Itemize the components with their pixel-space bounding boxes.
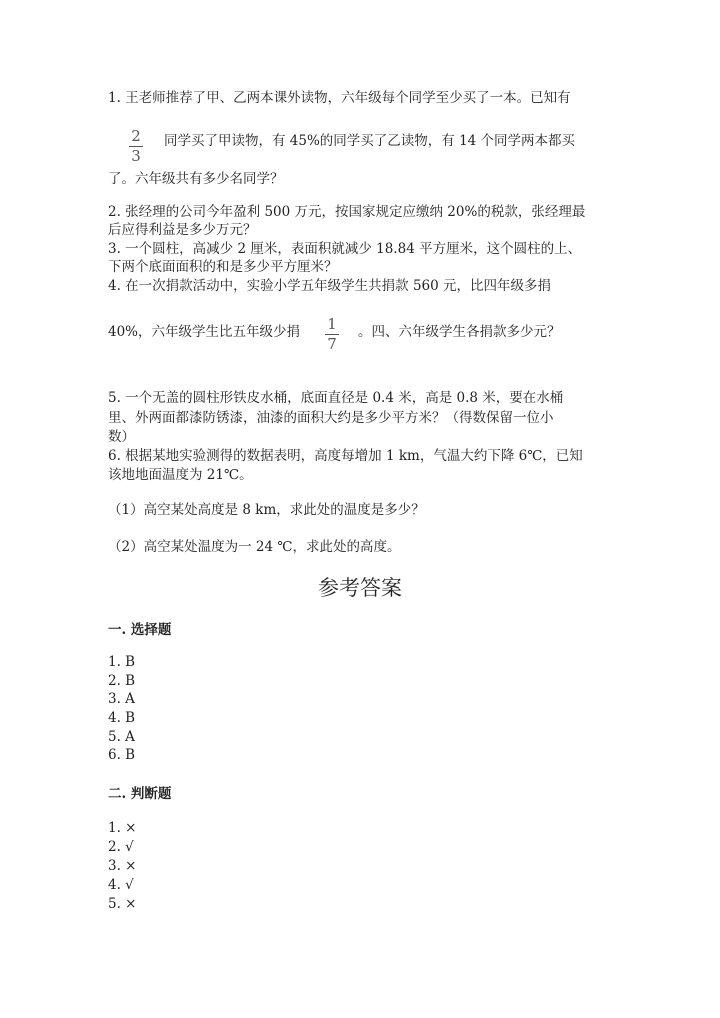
judgment-answer: 1. × — [108, 820, 137, 836]
q5-line3: 数） — [108, 429, 135, 445]
q1-line2: 同学买了甲读物，有 45%的同学买了乙读物，有 14 个同学两本都买 — [164, 133, 576, 149]
judgment-answer: 2. √ — [108, 839, 134, 855]
q3-line2: 下两个底面面积的和是多少平方厘米？ — [108, 259, 338, 275]
section-heading-true-false: 二. 判断题 — [108, 786, 172, 802]
choice-answer: 6. B — [108, 747, 136, 763]
q2-line2: 后应得利益是多少万元？ — [108, 222, 257, 238]
choice-answer: 4. B — [108, 710, 136, 726]
q6-line1: 6. 根据某地实验测得的数据表明，高度每增加 1 km，气温大约下降 6℃，已知 — [108, 448, 583, 464]
q6-line2: 该地地面温度为 21℃。 — [108, 467, 253, 483]
choice-answer: 1. B — [108, 654, 136, 670]
q4-line1: 4. 在一次捐款活动中，实验小学五年级学生共捐款 560 元，比四年级多捐 — [108, 278, 552, 294]
q1-line1: 1. 王老师推荐了甲、乙两本课外读物，六年级每个同学至少买了一本。已知有 — [108, 90, 571, 106]
q4-fraction — [325, 316, 339, 353]
q1-line3: 了。六年级共有多少名同学？ — [108, 171, 284, 187]
judgment-answer: 5. × — [108, 896, 137, 912]
judgment-answer: 3. × — [108, 858, 137, 874]
q5-line2: 里、外两面都漆防锈漆，油漆的面积大约是多少平方米？（得数保留一位小 — [108, 410, 554, 426]
answer-title: 参考答案 — [318, 576, 402, 600]
judgment-answer: 4. √ — [108, 877, 134, 893]
q1-fraction-numerator: 2 — [131, 127, 141, 145]
section-heading-multiple-choice: 一. 选择题 — [108, 622, 172, 638]
choice-answer: 3. A — [108, 691, 135, 707]
q6-subquestion-2: （2）高空某处温度为一 24 ℃，求此处的高度。 — [108, 539, 401, 555]
q4-fraction-numerator: 1 — [327, 315, 337, 333]
q2-line1: 2. 张经理的公司今年盈利 500 万元，按国家规定应缴纳 20%的税款，张经理最 — [108, 204, 586, 220]
q1-fraction — [129, 128, 143, 165]
q5-line1: 5. 一个无盖的圆柱形铁皮水桶，底面直径是 0.4 米，高是 0.8 米，要在水桶 — [108, 390, 564, 406]
q4-fraction-denominator: 7 — [327, 335, 337, 353]
q4-line2a: 40%，六年级学生比五年级少捐 — [108, 324, 301, 340]
q6-subquestion-1: （1）高空某处高度是 8 km，求此处的温度是多少？ — [108, 502, 425, 518]
q4-line2b: 。四、六年级学生各捐款多少元？ — [358, 324, 561, 340]
q1-fraction-denominator: 3 — [131, 147, 141, 165]
choice-answer: 2. B — [108, 673, 136, 689]
choice-answer: 5. A — [108, 729, 135, 745]
q3-line1: 3. 一个圆柱，高减少 2 厘米，表面积就减少 18.84 平方厘米，这个圆柱的上、 — [108, 241, 582, 257]
